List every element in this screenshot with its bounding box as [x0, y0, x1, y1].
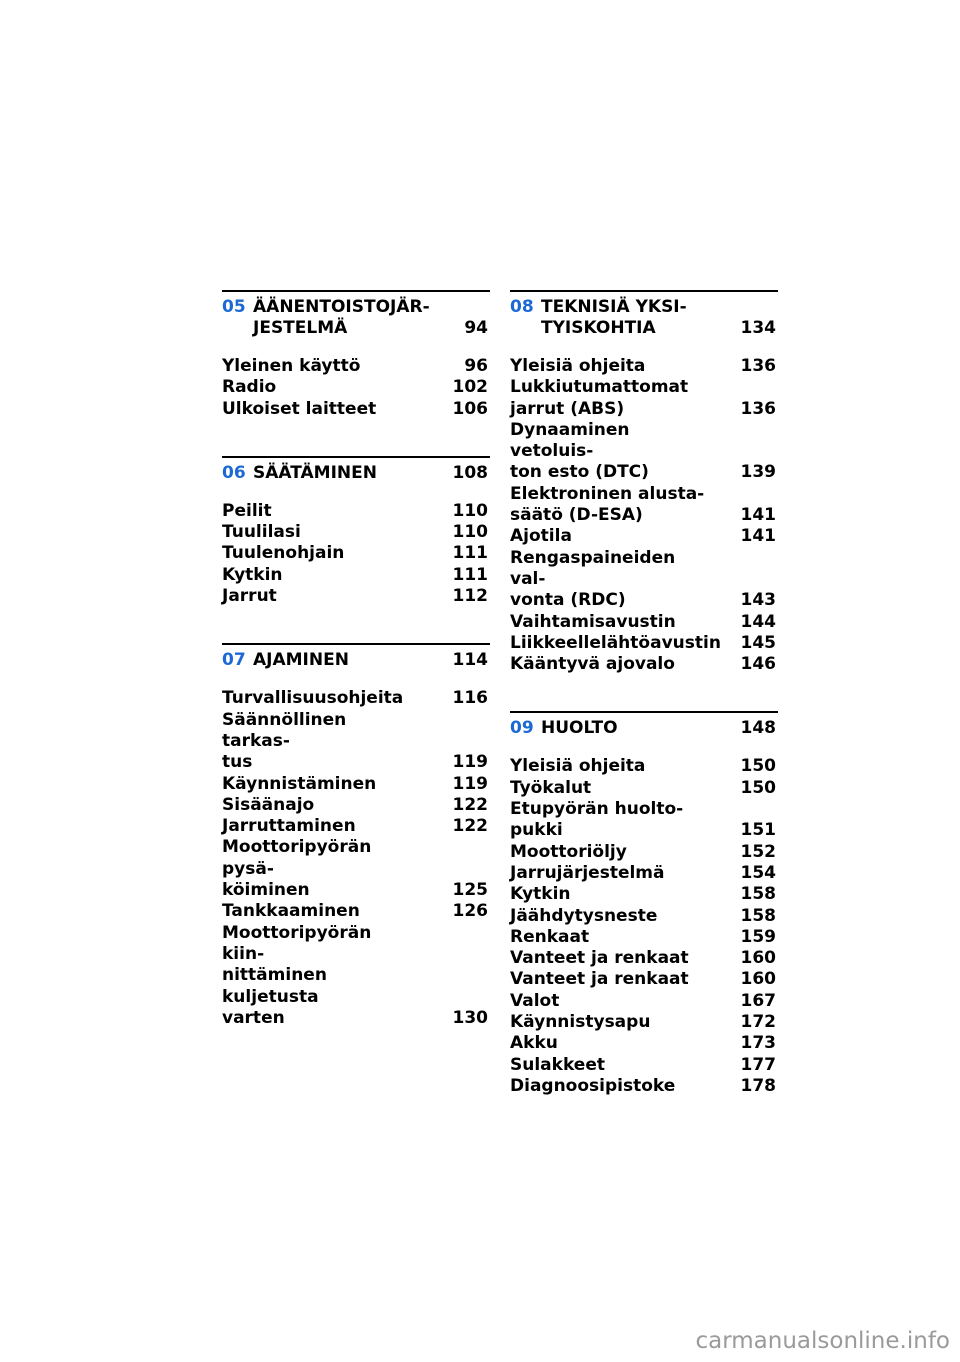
toc-entry[interactable] — [510, 906, 778, 927]
entry-page-number: 110 — [452, 500, 488, 521]
entry-label: Yleisiä ohjeita — [510, 356, 646, 376]
entry-page-number: 119 — [452, 773, 488, 794]
toc-entry[interactable] — [222, 816, 490, 837]
entry-page-number: 111 — [452, 564, 488, 585]
toc-entry[interactable] — [222, 688, 490, 709]
entry-label: Vaihtamisavustin — [510, 611, 676, 632]
entry-page-number: 106 — [452, 398, 488, 419]
section-number: 08 — [510, 297, 534, 317]
entry-page-number: 125 — [452, 880, 488, 901]
toc-entry[interactable] — [510, 969, 778, 990]
entry-label: Tankkaaminen — [222, 901, 360, 922]
entry-page-number: 96 — [464, 356, 488, 376]
section-heading[interactable] — [222, 650, 490, 671]
toc-entry[interactable] — [222, 522, 490, 543]
section-title: ÄÄNENTOISTOJÄR- JESTELMÄ — [253, 297, 430, 338]
entry-page-number: 126 — [452, 901, 488, 922]
entry-page-number: 130 — [452, 1007, 488, 1028]
toc-section — [222, 456, 490, 607]
entry-label: Sulakkeet — [510, 1054, 605, 1075]
section-number: 06 — [222, 462, 246, 483]
toc-entry[interactable] — [222, 901, 490, 922]
entry-label: Tuulilasi — [222, 522, 301, 543]
entry-label: Käynnistäminen — [222, 773, 377, 794]
section-heading[interactable] — [510, 718, 778, 739]
entry-page-number: 139 — [740, 462, 776, 483]
section-title: TEKNISIÄ YKSI- TYISKOHTIA — [541, 297, 687, 338]
section-gap — [222, 607, 490, 643]
entry-page-number: 110 — [452, 522, 488, 543]
entry-page-number: 173 — [740, 1033, 776, 1054]
entry-page-number: 145 — [740, 632, 776, 653]
toc-entry[interactable] — [222, 399, 490, 420]
toc-entry[interactable] — [222, 923, 490, 1029]
entry-label: Kytkin — [222, 564, 283, 585]
section-divider — [222, 290, 490, 292]
entry-page-number: 122 — [452, 816, 488, 837]
entry-page-number: 141 — [740, 526, 776, 547]
toc-entry[interactable] — [510, 842, 778, 863]
toc-entry[interactable] — [510, 799, 778, 842]
toc-entry[interactable] — [222, 795, 490, 816]
toc-entry[interactable] — [510, 948, 778, 969]
entry-label: Yleinen käyttö — [222, 356, 361, 376]
entry-list — [222, 356, 490, 420]
entry-label: Ajotila — [510, 526, 572, 547]
toc-entry[interactable] — [510, 991, 778, 1012]
toc-entry[interactable] — [510, 1012, 778, 1033]
entry-page-number: 150 — [740, 777, 776, 798]
entry-label: Kytkin — [510, 884, 571, 905]
toc-entry[interactable] — [510, 356, 778, 377]
entry-page-number: 102 — [452, 377, 488, 398]
toc-right-column — [510, 290, 778, 1097]
entry-page-number: 136 — [740, 398, 776, 419]
entry-label: Jarruttaminen — [222, 816, 356, 837]
toc-entry[interactable] — [222, 377, 490, 398]
section-page-number: 94 — [464, 318, 488, 338]
entry-label: Diagnoosipistoke — [510, 1075, 676, 1096]
entry-label: Akku — [510, 1033, 558, 1054]
entry-page-number: 158 — [740, 905, 776, 926]
section-page-number: 114 — [452, 650, 488, 671]
entry-page-number: 158 — [740, 884, 776, 905]
entry-label: Vanteet ja renkaat — [510, 969, 689, 990]
toc-entry[interactable] — [510, 548, 778, 612]
section-heading[interactable] — [510, 297, 778, 339]
toc-entry[interactable] — [222, 774, 490, 795]
toc-section — [510, 711, 778, 1097]
section-page-number: 148 — [740, 718, 776, 739]
entry-list — [510, 356, 778, 675]
entry-label: Radio — [222, 377, 277, 398]
entry-label: Moottoripyörän pysä- köiminen — [222, 837, 372, 901]
entry-page-number: 116 — [452, 688, 488, 709]
entry-label: Tuulenohjain — [222, 543, 345, 564]
entry-label: Turvallisuusohjeita — [222, 688, 404, 709]
entry-page-number: 144 — [740, 611, 776, 632]
toc-section — [222, 290, 490, 420]
toc-entry[interactable] — [510, 1033, 778, 1054]
toc-left-column — [222, 290, 490, 1029]
entry-page-number: 143 — [740, 590, 776, 611]
watermark: carmanualsonline.info — [695, 1328, 950, 1354]
toc-entry[interactable] — [510, 377, 778, 420]
entry-page-number: 159 — [740, 926, 776, 947]
section-gap — [222, 420, 490, 456]
entry-page-number: 141 — [740, 505, 776, 526]
section-title: SÄÄTÄMINEN — [253, 462, 377, 483]
entry-list — [222, 688, 490, 1029]
toc-entry[interactable] — [510, 654, 778, 675]
toc-entry[interactable] — [510, 484, 778, 527]
entry-label: Säännöllinen tarkas- tus — [222, 709, 347, 773]
entry-label: Työkalut — [510, 777, 592, 798]
entry-page-number: 122 — [452, 794, 488, 815]
entry-page-number: 160 — [740, 948, 776, 969]
section-heading[interactable] — [222, 463, 490, 484]
section-title: AJAMINEN — [253, 650, 349, 671]
entry-page-number: 160 — [740, 969, 776, 990]
entry-list — [222, 501, 490, 607]
entry-label: Käynnistysapu — [510, 1012, 651, 1033]
entry-page-number: 154 — [740, 862, 776, 883]
entry-page-number: 111 — [452, 543, 488, 564]
entry-label: Rengaspaineiden val- vonta (RDC) — [510, 547, 676, 611]
section-page-number: 108 — [452, 462, 488, 483]
entry-page-number: 112 — [452, 586, 488, 607]
toc-entry[interactable] — [510, 612, 778, 633]
toc-entry[interactable] — [222, 586, 490, 607]
entry-label: Ulkoiset laitteet — [222, 398, 377, 419]
toc-entry[interactable] — [510, 526, 778, 547]
toc-entry[interactable] — [510, 756, 778, 777]
entry-label: Valot — [510, 990, 560, 1011]
section-divider — [222, 643, 490, 645]
toc-entry[interactable] — [510, 863, 778, 884]
toc-entry[interactable] — [222, 501, 490, 522]
entry-label: Renkaat — [510, 926, 590, 947]
entry-page-number: 178 — [740, 1075, 776, 1096]
section-gap — [510, 675, 778, 711]
entry-page-number: 177 — [740, 1054, 776, 1075]
entry-page-number: 146 — [740, 654, 776, 675]
toc-entry[interactable] — [222, 356, 490, 377]
entry-page-number: 152 — [740, 841, 776, 862]
section-divider — [510, 290, 778, 292]
toc-entry[interactable] — [222, 710, 490, 774]
entry-page-number: 151 — [740, 820, 776, 841]
toc-entry[interactable] — [510, 1076, 778, 1097]
toc-entry[interactable] — [222, 837, 490, 901]
toc-section — [510, 290, 778, 675]
toc-entry[interactable] — [222, 565, 490, 586]
section-divider — [222, 456, 490, 458]
entry-page-number: 167 — [740, 990, 776, 1011]
entry-page-number: 172 — [740, 1012, 776, 1033]
section-page-number: 134 — [740, 318, 776, 338]
entry-label: Moottoriöljy — [510, 841, 627, 862]
entry-list — [510, 756, 778, 1097]
toc-entry[interactable] — [510, 927, 778, 948]
toc-entry[interactable] — [510, 778, 778, 799]
entry-label: Kääntyvä ajovalo — [510, 654, 675, 675]
section-title: HUOLTO — [541, 718, 618, 739]
entry-label: Liikkeellelähtöavustin — [510, 632, 721, 653]
section-divider — [510, 711, 778, 713]
entry-label: Etupyörän huolto- pukki — [510, 799, 684, 841]
entry-label: Peilit — [222, 500, 272, 521]
section-number: 07 — [222, 650, 246, 671]
toc-entry[interactable] — [510, 884, 778, 905]
toc-entry[interactable] — [510, 633, 778, 654]
entry-label: Sisäänajo — [222, 794, 315, 815]
entry-label: Dynaaminen vetoluis- ton esto (DTC) — [510, 419, 649, 483]
entry-label: Jarrut — [222, 586, 277, 607]
entry-page-number: 150 — [740, 756, 776, 777]
toc-entry[interactable] — [510, 1055, 778, 1076]
entry-label: Moottoripyörän kiin- nittäminen kuljetusta varten — [222, 922, 372, 1028]
entry-page-number: 119 — [452, 752, 488, 773]
entry-label: Jarrujärjestelmä — [510, 862, 665, 883]
entry-label: Yleisiä ohjeita — [510, 756, 646, 777]
entry-label: Vanteet ja renkaat — [510, 948, 689, 969]
section-number: 09 — [510, 718, 534, 739]
toc-section — [222, 643, 490, 1029]
toc-entry[interactable] — [510, 420, 778, 484]
section-heading[interactable] — [222, 297, 490, 339]
entry-label: Jäähdytysneste — [510, 905, 658, 926]
section-number: 05 — [222, 297, 246, 317]
toc-entry[interactable] — [222, 543, 490, 564]
entry-label: Elektroninen alusta- säätö (D-ESA) — [510, 483, 705, 526]
entry-label: Lukkiutumattomat jarrut (ABS) — [510, 377, 689, 419]
entry-page-number: 136 — [740, 356, 776, 376]
